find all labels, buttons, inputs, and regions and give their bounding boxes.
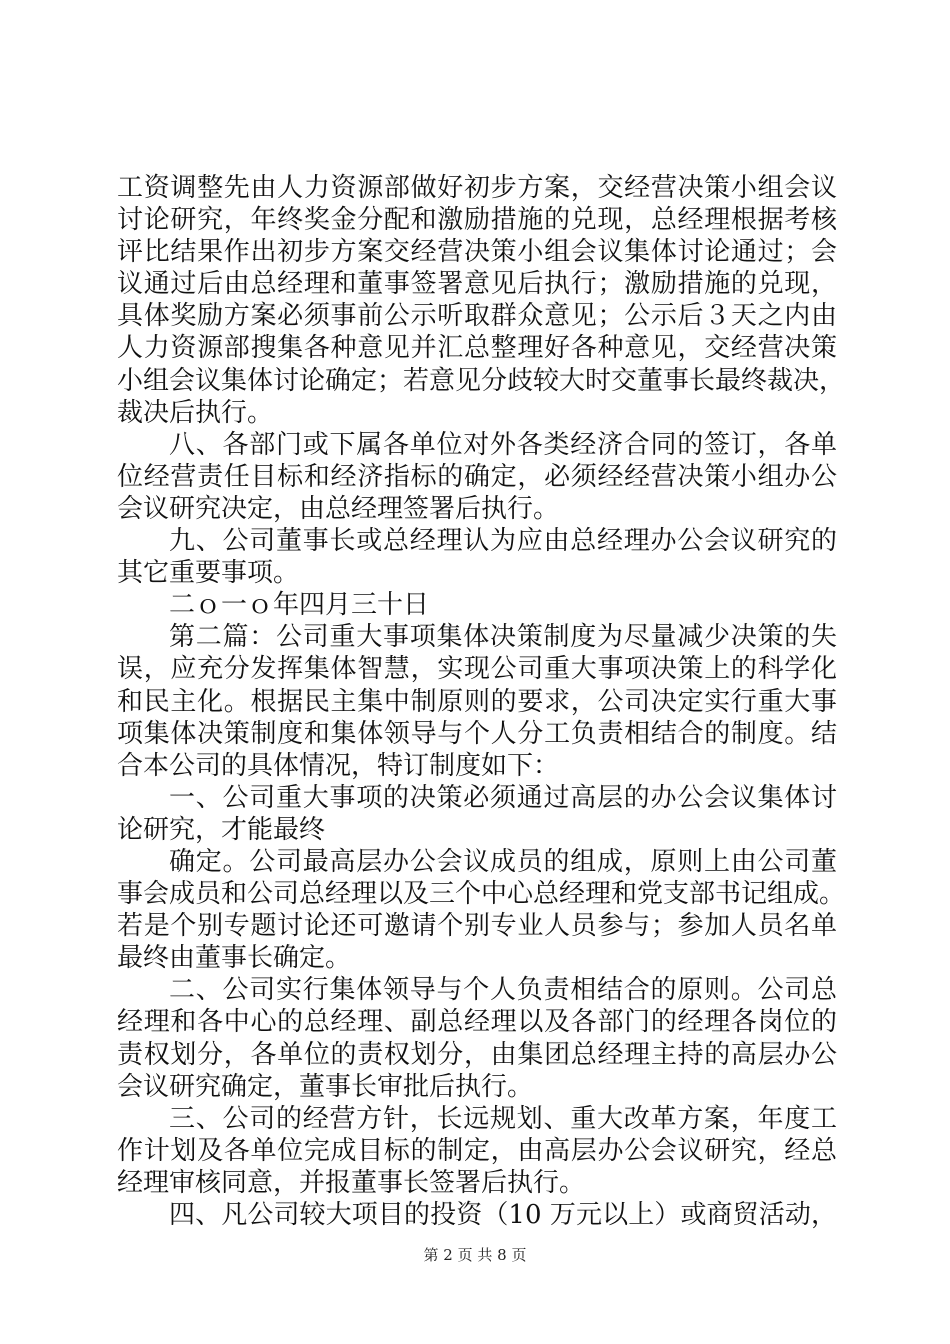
text-line: 一、公司重大事项的决策必须通过高层的办公会议集体讨: [169, 782, 837, 813]
text-line: 议通过后由总经理和董事签署意见后执行；激励措施的兑现，: [117, 269, 837, 300]
text-line: 九、公司董事长或总经理认为应由总经理办公会议研究的: [169, 526, 837, 557]
text-line: 其它重要事项。: [117, 558, 300, 589]
text-line: 人力资源部搜集各种意见并汇总整理好各种意见，交经营决策: [117, 333, 837, 364]
text-line: 小组会议集体讨论确定；若意见分歧较大时交董事长最终裁决，: [117, 365, 846, 396]
text-line: 经理和各中心的总经理、副总经理以及各部门的经理各岗位的: [117, 1007, 837, 1038]
text-line: 会议研究确定，董事长审批后执行。: [117, 1071, 534, 1102]
text-line: 确定。公司最高层办公会议成员的组成，原则上由公司董: [169, 846, 837, 877]
text-line: 合本公司的具体情况，特订制度如下：: [117, 750, 560, 781]
text-line: 事会成员和公司总经理以及三个中心总经理和党支部书记组成。: [117, 879, 846, 910]
text-line: 位经营责任目标和经济指标的确定，必须经经营决策小组办公: [117, 461, 837, 492]
text-line: 会议研究决定，由总经理签署后执行。: [117, 493, 560, 524]
page-number: 第 2 页 共 8 页: [423, 1246, 527, 1264]
text-line: 三、公司的经营方针，长远规划、重大改革方案，年度工: [169, 1103, 837, 1134]
text-line: 八、各部门或下属各单位对外各类经济合同的签订，各单: [169, 429, 837, 460]
document-body: [117, 172, 846, 1231]
text-line: 责权划分，各单位的责权划分，由集团总经理主持的高层办公: [117, 1039, 837, 1070]
text-line: 第二篇：公司重大事项集体决策制度为尽量减少决策的失: [169, 622, 837, 653]
text-line: 若是个别专题讨论还可邀请个别专业人员参与；参加人员名单: [117, 911, 837, 942]
page-footer: [0, 1244, 950, 1265]
text-line: 论研究，才能最终: [117, 814, 326, 845]
date-line: 二ｏ一ｏ年四月三十日: [169, 590, 430, 621]
text-line: 二、公司实行集体领导与个人负责相结合的原则。公司总: [169, 975, 837, 1006]
text-line: 最终由董事长确定。: [117, 943, 352, 974]
text-line: 项集体决策制度和集体领导与个人分工负责相结合的制度。结: [117, 718, 837, 749]
text-line: 具体奖励方案必须事前公示听取群众意见；公示后３天之内由: [117, 301, 837, 332]
text-line: 裁决后执行。: [117, 397, 274, 428]
text-line: 讨论研究，年终奖金分配和激励措施的兑现，总经理根据考核: [117, 205, 837, 236]
text-line: 经理审核同意，并报董事长签署后执行。: [117, 1167, 586, 1198]
text-line: 和民主化。根据民主集中制原则的要求，公司决定实行重大事: [117, 686, 837, 717]
text-line: 四、凡公司较大项目的投资（10 万元以上）或商贸活动，: [169, 1200, 837, 1230]
text-line: 误，应充分发挥集体智慧，实现公司重大事项决策上的科学化: [117, 654, 837, 685]
text-line: 作计划及各单位完成目标的制定，由高层办公会议研究，经总: [117, 1135, 837, 1166]
text-line: 评比结果作出初步方案交经营决策小组会议集体讨论通过；会: [117, 237, 837, 268]
text-line: 工资调整先由人力资源部做好初步方案，交经营决策小组会议: [117, 173, 837, 203]
